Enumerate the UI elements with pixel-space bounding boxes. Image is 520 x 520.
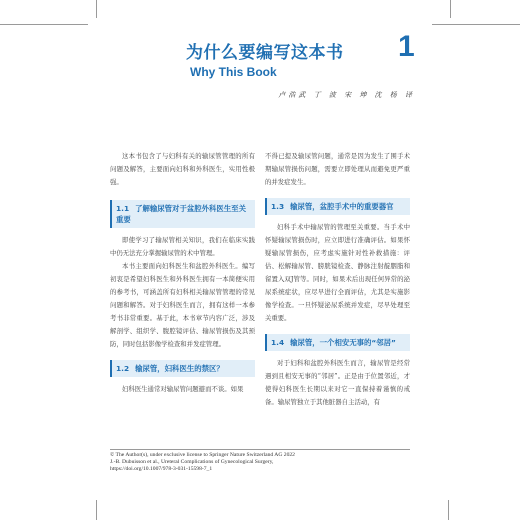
- section-title: 了解输尿管对于盆腔外科医生至关重要: [116, 204, 246, 224]
- crop-mark: [96, 0, 97, 18]
- crop-mark: [448, 500, 449, 520]
- chapter-title-english: Why This Book: [190, 65, 277, 79]
- citation-line: J.-B. Dubuisson et al., Ureteral Complications of Gynecological Surgery,: [110, 459, 274, 466]
- crop-mark: [96, 500, 97, 520]
- section-heading-1-3: [265, 198, 410, 215]
- body-paragraph: 对于妇科和盆腔外科医生而言，输尿管是经常遇到且相安无事的“邻居”。正是由于位置邻近，才使得妇科医生长期以来对它一直保持着谨慎的戒备。输尿管独立于其他脏器自主活动，有: [265, 359, 410, 406]
- section-heading-1-1: [110, 200, 255, 228]
- section-title: 输尿管，一个相安无事的“邻居”: [290, 338, 396, 347]
- intro-paragraph: 这本书包含了与妇科有关的输尿管管理的所有问题及解答，主要面向妇科和外科医生，实用性极强。: [110, 152, 255, 186]
- crop-mark: [432, 24, 520, 25]
- left-column: [110, 150, 255, 396]
- section-number: 1.1: [116, 204, 130, 213]
- section-heading-1-4: [265, 334, 410, 351]
- body-paragraph: 不得已提及输尿管问题，通常是因为发生了围手术期输尿管损伤问题，需要立即处理从而避免更严重的并发症发生。: [265, 152, 410, 186]
- body-paragraph: 即使学习了输尿管相关知识，我们在临床实践中仍无法充分掌握输尿管的术中管理。: [110, 236, 255, 257]
- section-number: 1.3: [271, 202, 285, 211]
- body-paragraph: 本书主要面向妇科医生和盆腔外科医生。编写初衷是希望妇科医生和外科医生拥有一本简便实用的参考书，可涵盖所有妇科相关输尿管管理的常见问题和解答。对于妇科医生而言，拥有这样一本参考书非常重要。基于此，本书章节内容广泛，涉及解剖学、组织学、腹腔镜评估、输尿管损伤及其预防，同时包括影像学检查和并发症管理。: [110, 262, 255, 348]
- chapter-number: 1: [398, 30, 415, 63]
- section-number: 1.4: [271, 338, 285, 347]
- doi-link[interactable]: https://doi.org/10.1007/978-3-031-15598-7_1: [110, 466, 213, 473]
- copyright-line: © The Author(s), under exclusive license to Springer Nature Switzerland AG 2022: [110, 452, 295, 458]
- section-title: 输尿管，盆腔手术中的重要器官: [290, 202, 394, 211]
- section-heading-1-2: [110, 360, 255, 377]
- footnote-divider: [110, 449, 410, 450]
- body-paragraph: 妇科医生通常对输尿管问题避而不谈。如果: [122, 385, 244, 393]
- translator-credits: 卢浩武 丁 波 宋 坤 沈 杨 译: [278, 91, 415, 99]
- chapter-title-chinese: 为什么要编写这本书: [186, 43, 344, 63]
- section-title: 输尿管，妇科医生的禁区？: [135, 364, 224, 373]
- body-paragraph: 妇科手术中输尿管的管理至关重要。当手术中怀疑输尿管损伤时，应立即进行准确评估。如果怀疑输尿管损伤，应考虑实施针对性补救措施：评估、松解输尿管、膀胱镜检查、静脉注射靛胭脂和留置入双J管等。同时，如果术后出现任何异常的泌尿系统症状，应尽早进行全面评估，尤其是实施影像学检查。一旦怀疑泌尿系统并发症，尽早处理至关重要。: [265, 223, 410, 322]
- section-number: 1.2: [116, 364, 130, 373]
- crop-mark: [0, 24, 88, 25]
- right-column: [265, 150, 410, 409]
- copyright-footnote: [110, 452, 410, 474]
- crop-mark: [450, 0, 451, 18]
